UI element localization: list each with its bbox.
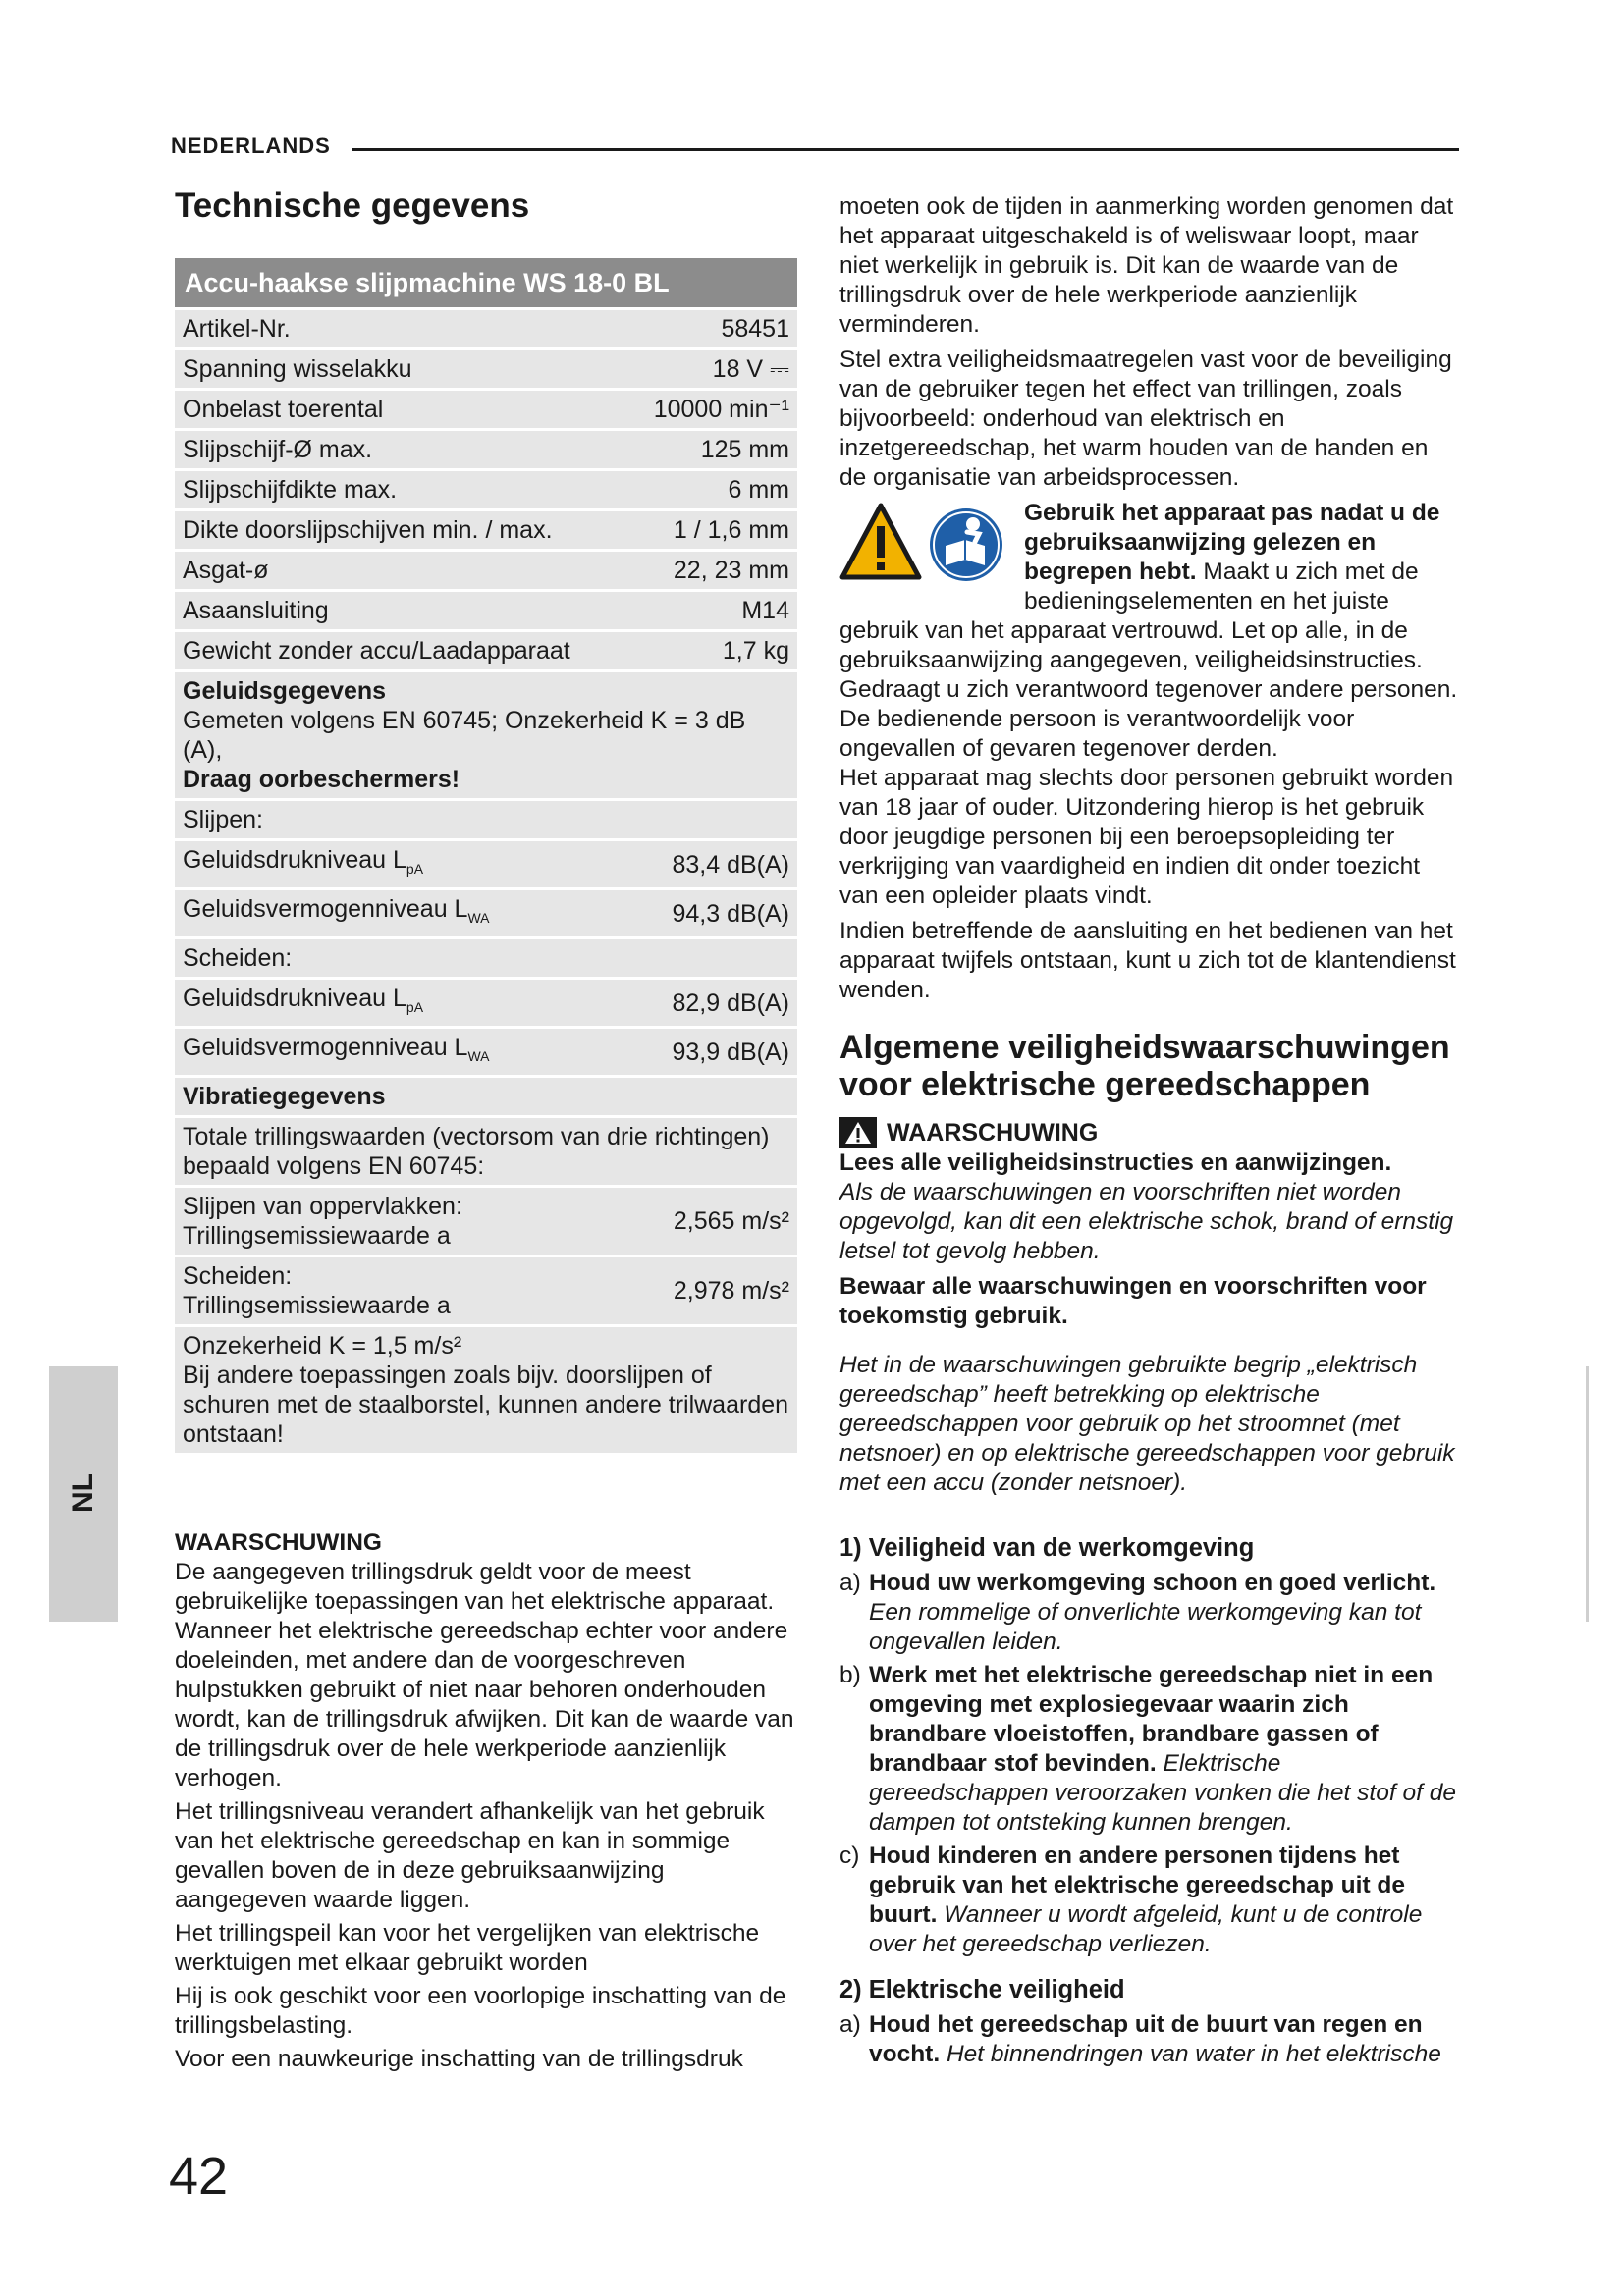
noise-text: Gemeten volgens EN 60745; Onzekerheid K = 3 dB (A), <box>183 707 746 764</box>
grinding-lwa-row <box>175 890 797 936</box>
spec-row <box>175 391 797 428</box>
work-area-item-c <box>839 1842 1458 1959</box>
language-label: NEDERLANDS <box>171 133 331 158</box>
spec-label: Asaansluiting <box>175 592 602 629</box>
read-manual-icon <box>928 507 1004 583</box>
cutting-row <box>175 939 797 977</box>
electrical-item-a <box>839 2010 1458 2069</box>
work-area-b-italic: Elektrische gereedschappen veroorzaken vonken die het stof of de dampen tot ontsteking kunnen brengen. <box>869 1750 1456 1836</box>
grinding-label: Slijpen: <box>175 801 797 838</box>
spec-rows <box>175 310 797 669</box>
spec-value: 10000 min⁻¹ <box>602 391 797 428</box>
grinding-lwa-value: 94,3 dB(A) <box>602 890 797 936</box>
vibration-warning-p1: De aangegeven trillingsdruk geldt voor de meest gebruikelijke toepassingen van het elektrische apparaat. Wanneer het elektrische gereedschap echter voor andere doeleinden, met andere dan de voorgeschreven hulpstukken gebruikt of niet naar behoren onderhouden wordt, kan de trillingsdruk afwijken. Dit kan de waarde van de trillingsdruk over de hele werkperiode aanzienlijk verhogen. <box>175 1559 794 1791</box>
work-area-a-italic: Een rommelige of onverlichte werkomgeving kan tot ongevallen leiden. <box>869 1599 1422 1655</box>
vib-surface-row <box>175 1188 797 1255</box>
edge-marker <box>1586 1366 1589 1622</box>
grinding-lpa-row <box>175 841 797 887</box>
spec-label: Onbelast toerental <box>175 391 602 428</box>
spec-value: 22, 23 mm <box>602 552 797 589</box>
extra-measures: Stel extra veiligheidsmaatregelen vast voor de beveiliging van de gebruiker tegen het effect van trillingen, zoals bijvoorbeeld: onderhoud van elektrisch en inzetgereedschap, het warm houden van de handen en de organisatie van arbeidsprocessen. <box>839 347 1452 491</box>
vib-cut-label: Scheiden: <box>183 1262 293 1290</box>
vibration-warning-p5: Voor een nauwkeurige inschatting van de trillingsdruk <box>175 2046 743 2072</box>
work-area-safety-title: 1) Veiligheid van de werkomgeving <box>839 1534 1255 1562</box>
spec-label: Spanning wisselakku <box>175 350 602 388</box>
cutting-lwa-sub: WA <box>467 1048 490 1064</box>
grinding-lpa-sub: pA <box>406 861 424 877</box>
electrical-a-bold: Houd het gereedschap uit de buurt van regen en vocht. <box>869 2011 1423 2067</box>
read-manual-paragraph <box>839 499 1458 764</box>
spec-label: Dikte doorslijpschijven min. / max. <box>175 511 602 549</box>
general-warning-heading <box>839 1117 1458 1148</box>
cutting-lpa-sub: pA <box>406 999 424 1015</box>
spec-value: 1 / 1,6 mm <box>602 511 797 549</box>
age-restriction: Het apparaat mag slechts door personen gebruikt worden van 18 jaar of ouder. Uitzondering hierop is het gebruik door jeugdige personen bij een beroepsopleiding ter verkrijging van vaardigheid en indien dit onder toezicht van een opleider plaats vindt. <box>839 765 1454 909</box>
electrical-a-italic: Het binnendringen van water in het elektrische <box>940 2041 1441 2067</box>
cutting-lwa-label: Geluidsvermogenniveau L <box>183 1034 468 1061</box>
spec-label: Slijpschijf-Ø max. <box>175 431 602 468</box>
page-header <box>171 133 1459 163</box>
header-rule <box>352 148 1459 151</box>
language-side-tab <box>49 1366 118 1622</box>
cutting-lpa-label: Geluidsdrukniveau L <box>183 985 406 1012</box>
spec-value: 1,7 kg <box>602 632 797 669</box>
vib-surface-value: 2,565 m/s² <box>602 1188 797 1255</box>
item-marker: c) <box>839 1842 860 1869</box>
vib-surface-sub: Trillingsemissiewaarde a <box>183 1222 451 1250</box>
vibration-text-row <box>175 1118 797 1185</box>
item-marker: b) <box>839 1662 861 1688</box>
work-area-item-a <box>839 1569 1458 1657</box>
spec-value: 6 mm <box>602 471 797 508</box>
spec-label: Artikel-Nr. <box>175 310 602 347</box>
uncertainty-row <box>175 1327 797 1453</box>
spec-table-header <box>175 258 797 307</box>
read-all-instructions: Lees alle veiligheidsinstructies en aanwijzingen. <box>839 1149 1392 1176</box>
spec-row <box>175 350 797 388</box>
cutting-lwa-row <box>175 1029 797 1075</box>
electrical-safety-title: 2) Elektrische veiligheid <box>839 1976 1125 2003</box>
cutting-lwa-value: 93,9 dB(A) <box>602 1029 797 1075</box>
cutting-lpa-row <box>175 980 797 1026</box>
customer-service: Indien betreffende de aansluiting en het bedienen van het apparaat twijfels ontstaan, kunt u zich tot de klantendienst wenden. <box>839 918 1456 1003</box>
spec-row <box>175 471 797 508</box>
spec-label: Asgat-ø <box>175 552 602 589</box>
vibration-continued: moeten ook de tijden in aanmerking worden genomen dat het apparaat uitgeschakeld is of weliswaar loopt, maar niet werkelijk in gebruik is. Dit kan de waarde van de trillingsdruk over de hele werkperiode aanzienlijk verminderen. <box>839 193 1454 338</box>
spec-label: Slijpschijfdikte max. <box>175 471 602 508</box>
spec-value: 58451 <box>602 310 797 347</box>
spec-table <box>175 255 797 1456</box>
spec-row <box>175 632 797 669</box>
cutting-lpa-value: 82,9 dB(A) <box>602 980 797 1026</box>
left-column <box>175 187 797 2078</box>
grinding-lwa-sub: WA <box>467 910 490 926</box>
general-warning-label: WAARSCHUWING <box>887 1119 1099 1147</box>
keep-instructions: Bewaar alle waarschuwingen en voorschriften voor toekomstig gebruik. <box>839 1273 1427 1329</box>
vibration-title: Vibratiegegevens <box>175 1078 797 1115</box>
general-warnings-title: Algemene veiligheidswaarschuwingen voor elektrische gereedschappen <box>839 1029 1450 1103</box>
work-area-item-b <box>839 1661 1458 1838</box>
grinding-row <box>175 801 797 838</box>
vib-cut-value: 2,978 m/s² <box>602 1257 797 1324</box>
cutting-label: Scheiden: <box>175 939 797 977</box>
vibration-warning-p3: Het trillingspeil kan voor het vergelijken van elektrische werktuigen met elkaar gebruikt worden <box>175 1920 760 1976</box>
noise-warning: Draag oorbeschermers! <box>183 766 460 793</box>
work-area-c-bold: Houd kinderen en andere personen tijdens het gebruik van het elektrische gereedschap uit de buurt. <box>869 1842 1405 1928</box>
read-manual-bold: Gebruik het apparaat pas nadat u de gebruiksaanwijzing gelezen en begrepen hebt. <box>1024 500 1440 585</box>
grinding-lpa-label: Geluidsdrukniveau L <box>183 846 406 874</box>
warning-triangle-icon <box>839 503 922 581</box>
safety-icons <box>839 503 1016 593</box>
vib-cut-row <box>175 1257 797 1324</box>
grinding-lpa-value: 83,4 dB(A) <box>602 841 797 887</box>
vibration-warning-block <box>175 1528 797 2074</box>
spec-value: M14 <box>602 592 797 629</box>
spec-value: 18 V ⎓ <box>602 350 797 388</box>
spec-value: 125 mm <box>602 431 797 468</box>
noise-title: Geluidsgegevens <box>183 677 387 705</box>
work-area-a-bold: Houd uw werkomgeving schoon en goed verlicht. <box>869 1570 1436 1596</box>
work-area-b-bold: Werk met het elektrische gereedschap niet in een omgeving met explosiegevaar waarin zich brandbare vloeistoffen, brandbare gassen of brandbaar stof bevinden. <box>869 1662 1434 1777</box>
warning-icon <box>839 1117 877 1148</box>
spec-row <box>175 310 797 347</box>
vibration-warning-p2: Het trillingsniveau verandert afhankelijk van het gebruik van het elektrische gereedschap en kan in sommige gevallen boven de in deze gebruiksaanwijzing aangegeven waarde liggen. <box>175 1798 765 1913</box>
read-all-consequence: Als de waarschuwingen en voorschriften niet worden opgevolgd, kan dit een elektrische schok, brand of ernstig letsel tot gevolg hebben. <box>839 1179 1454 1264</box>
noise-row <box>175 672 797 798</box>
spec-row <box>175 592 797 629</box>
spec-row <box>175 511 797 549</box>
spec-row <box>175 431 797 468</box>
vibration-warning-title: WAARSCHUWING <box>175 1529 382 1556</box>
side-tab-label: NL <box>67 1473 99 1513</box>
vib-other-apps: Bij andere toepassingen zoals bijv. doorslijpen of schuren met de staalborstel, kunnen andere trilwaarden ontstaan! <box>183 1362 789 1448</box>
work-area-c-italic: Wanneer u wordt afgeleid, kunt u de controle over het gereedschap verliezen. <box>869 1901 1423 1957</box>
vib-cut-sub: Trillingsemissiewaarde a <box>183 1292 451 1319</box>
page-number: 42 <box>169 2147 229 2206</box>
item-marker: a) <box>839 2011 861 2038</box>
vibration-text: Totale trillingswaarden (vectorsom van drie richtingen) bepaald volgens EN 60745: <box>175 1118 797 1185</box>
right-column <box>839 192 1458 2073</box>
term-definition: Het in de waarschuwingen gebruikte begrip „elektrisch gereedschap” heeft betrekking op elektrische gereedschappen voor gebruik op het stroomnet (met netsnoer) en op elektrische gereedschappen voor gebruik met een accu (zonder netsnoer). <box>839 1352 1455 1496</box>
item-marker: a) <box>839 1570 861 1596</box>
vibration-title-row <box>175 1078 797 1115</box>
read-manual-text: Maakt u zich met de bedieningselementen en het juiste gebruik van het apparaat vertrouwd. Let op alle, in de gebruiksaanwijzing aangegeven, veiligheidsinstructies. Gedraagt u zich verantwoord tegenover andere personen. De bedienende persoon is verantwoordelijk voor ongevallen of gevaren tegenover derden. <box>839 559 1458 762</box>
tech-data-title: Technische gegevens <box>175 187 530 225</box>
product-name: Accu-haakse slijpmachine WS 18-0 BL <box>175 258 797 307</box>
spec-label: Gewicht zonder accu/Laadapparaat <box>175 632 602 669</box>
grinding-lwa-label: Geluidsvermogenniveau L <box>183 895 468 923</box>
spec-row <box>175 552 797 589</box>
vibration-warning-p4: Hij is ook geschikt voor een voorlopige inschatting van de trillingsbelasting. <box>175 1983 786 2039</box>
vib-surface-label: Slijpen van oppervlakken: <box>183 1193 462 1220</box>
vib-uncertainty: Onzekerheid K = 1,5 m/s² <box>183 1332 462 1360</box>
